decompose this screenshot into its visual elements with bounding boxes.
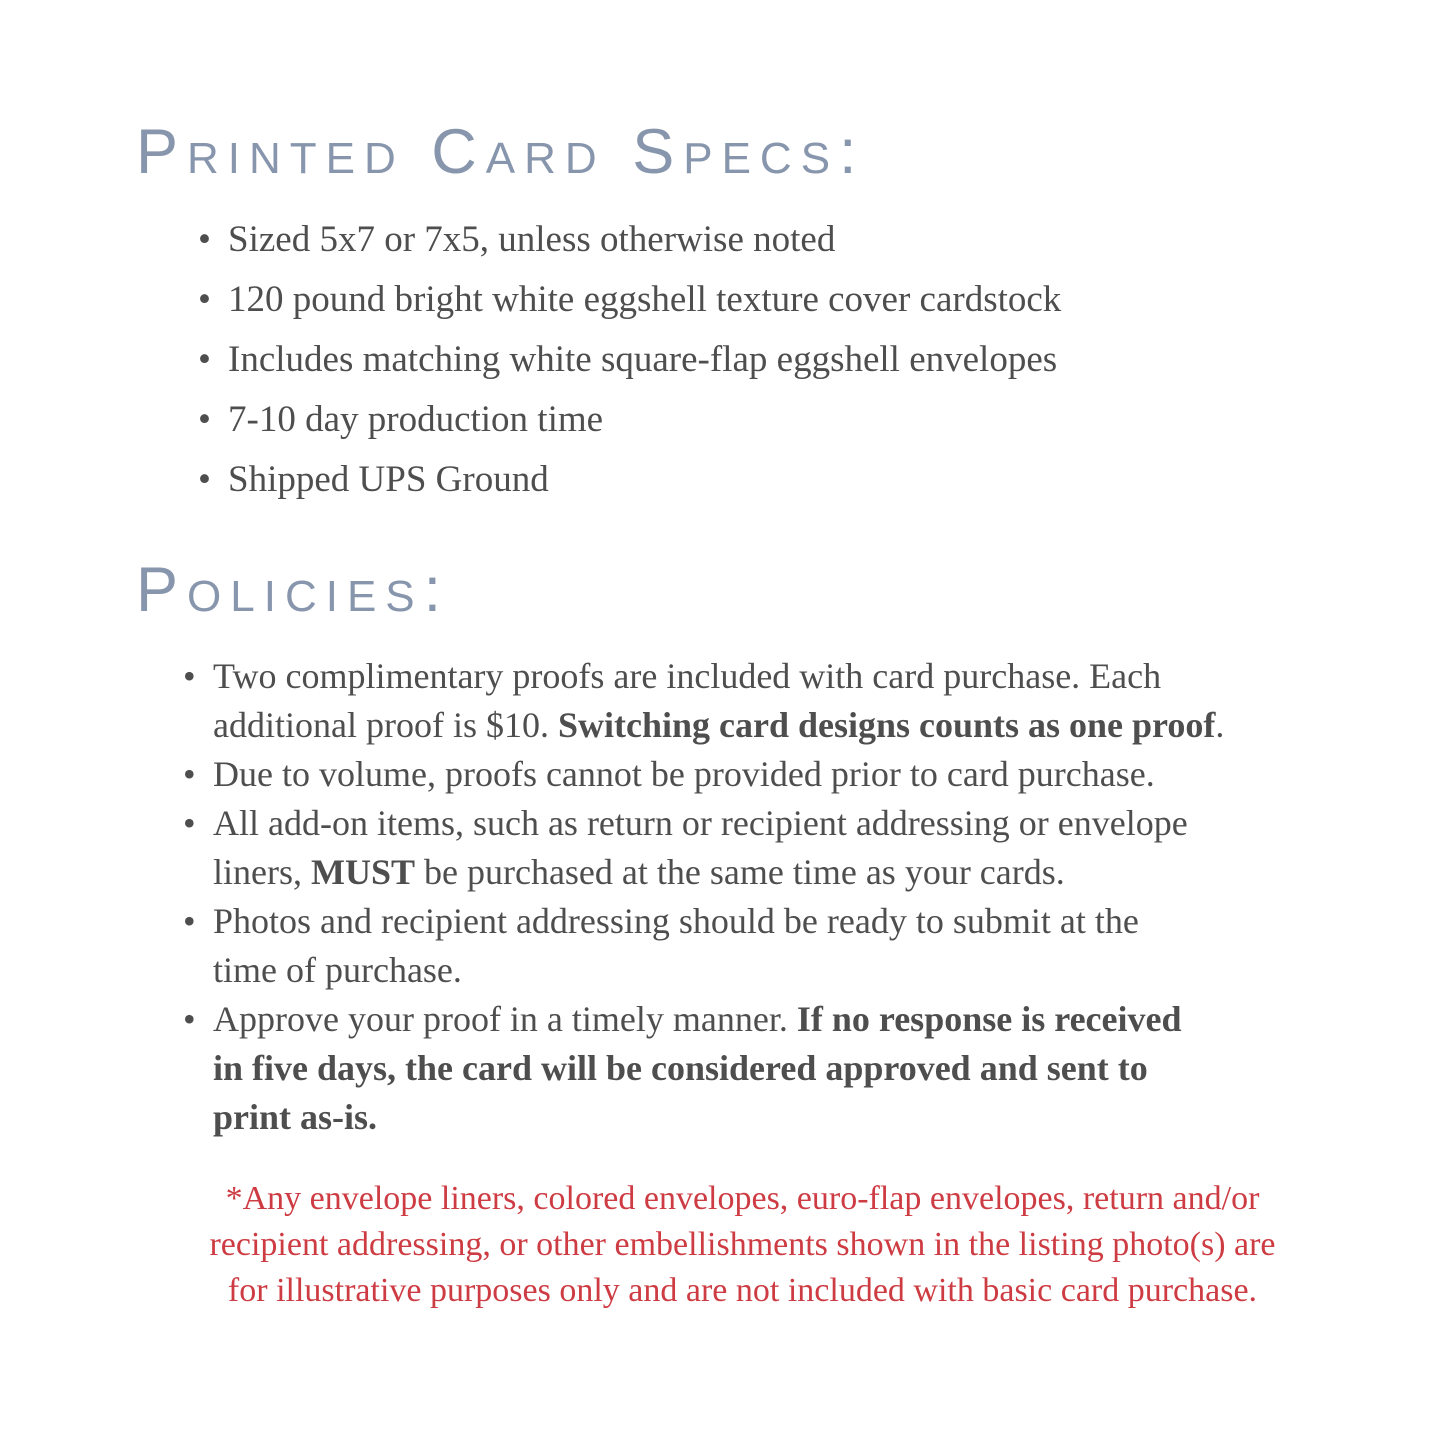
list-item bbox=[198, 450, 1061, 510]
list-item-text bbox=[213, 995, 1182, 1142]
specs-list bbox=[198, 210, 1061, 510]
specs-heading: Printed Card Specs: bbox=[136, 117, 866, 187]
list-item bbox=[183, 799, 1224, 897]
list-item-text: 120 pound bright white eggshell texture cover cardstock bbox=[228, 279, 1062, 320]
text-run: Due to volume, proofs cannot be provided prior to card purchase. bbox=[213, 754, 1155, 794]
text-run: Approve your proof in a timely manner. bbox=[213, 999, 797, 1039]
disclaimer-line: *Any envelope liners, colored envelopes, euro-flap envelopes, return and/or bbox=[225, 1180, 1260, 1217]
list-item-text bbox=[213, 897, 1139, 995]
list-item-text: Includes matching white square-flap eggshell envelopes bbox=[228, 339, 1058, 380]
text-run: liners, bbox=[213, 852, 311, 892]
bold-text-run: Switching card designs counts as one proof bbox=[557, 705, 1216, 745]
list-item bbox=[183, 995, 1224, 1142]
text-run: Two complimentary proofs are included with card purchase. Each bbox=[213, 656, 1162, 696]
text-run: . bbox=[1215, 705, 1225, 745]
text-line bbox=[213, 652, 1224, 701]
policies-list bbox=[183, 652, 1224, 1142]
policies-heading: Policies: bbox=[136, 555, 451, 625]
list-item bbox=[183, 750, 1224, 799]
list-item bbox=[183, 897, 1224, 995]
bullet-dot-icon: • bbox=[183, 901, 196, 941]
text-run: Photos and recipient addressing should be ready to submit at the bbox=[213, 901, 1139, 941]
text-line bbox=[213, 750, 1155, 799]
text-line bbox=[213, 799, 1188, 848]
text-run: be purchased at the same time as your cards. bbox=[415, 852, 1065, 892]
list-item bbox=[183, 652, 1224, 750]
bold-text-run: in five days, the card will be considered approved and sent to bbox=[213, 1048, 1148, 1088]
bullet-dot-icon: • bbox=[183, 656, 196, 696]
text-line bbox=[213, 1093, 1182, 1142]
text-line bbox=[213, 1044, 1182, 1093]
disclaimer-text bbox=[40, 1176, 1445, 1314]
text-run: All add-on items, such as return or recipient addressing or envelope bbox=[213, 803, 1188, 843]
text-line bbox=[213, 848, 1188, 897]
bullet-dot-icon: • bbox=[183, 754, 196, 794]
bullet-dot-icon: • bbox=[198, 279, 211, 320]
list-item bbox=[198, 270, 1061, 330]
list-item-text: Shipped UPS Ground bbox=[228, 459, 549, 500]
bullet-dot-icon: • bbox=[183, 999, 196, 1039]
text-line bbox=[213, 701, 1224, 750]
list-item bbox=[198, 390, 1061, 450]
bullet-dot-icon: • bbox=[198, 339, 211, 380]
list-item-text bbox=[213, 799, 1188, 897]
list-item-text: 7-10 day production time bbox=[228, 399, 604, 440]
bold-text-run: MUST bbox=[310, 852, 415, 892]
text-line bbox=[213, 897, 1139, 946]
bullet-dot-icon: • bbox=[198, 399, 211, 440]
bold-text-run: print as-is. bbox=[213, 1097, 378, 1137]
list-item bbox=[198, 330, 1061, 390]
bullet-dot-icon: • bbox=[198, 459, 211, 500]
text-line bbox=[213, 995, 1182, 1044]
bullet-dot-icon: • bbox=[183, 803, 196, 843]
text-run: time of purchase. bbox=[213, 950, 462, 990]
disclaimer-line: recipient addressing, or other embellishments shown in the listing photo(s) are bbox=[209, 1226, 1276, 1263]
list-item-text: Sized 5x7 or 7x5, unless otherwise noted bbox=[228, 219, 836, 260]
list-item-text bbox=[213, 750, 1155, 799]
bullet-dot-icon: • bbox=[198, 219, 211, 260]
disclaimer-line: for illustrative purposes only and are not included with basic card purchase. bbox=[227, 1272, 1258, 1309]
text-run: additional proof is $10. bbox=[213, 705, 558, 745]
bold-text-run: If no response is received bbox=[796, 999, 1182, 1039]
text-line bbox=[213, 946, 1139, 995]
list-item bbox=[198, 210, 1061, 270]
list-item-text bbox=[213, 652, 1224, 750]
